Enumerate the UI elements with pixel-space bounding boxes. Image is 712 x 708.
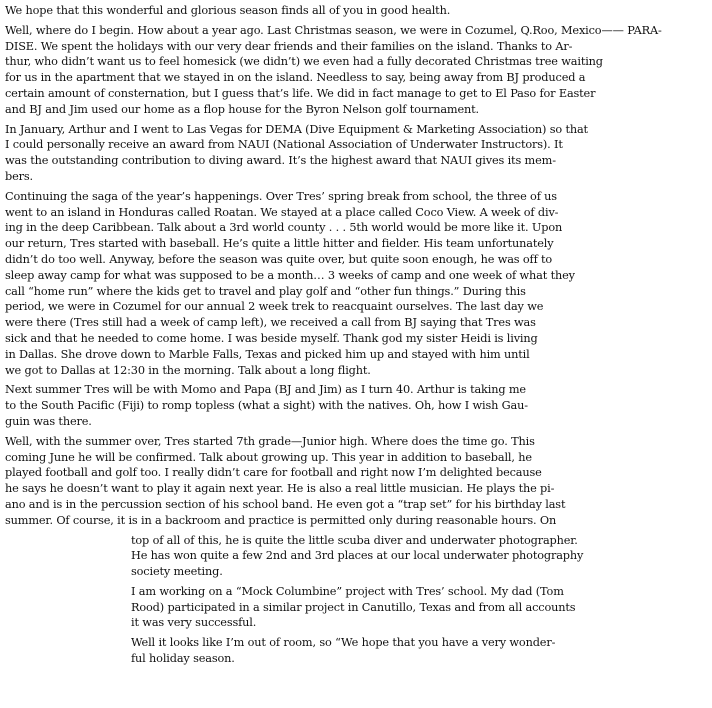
letter-paragraph [5,3,705,19]
paragraph-line: in Dallas. She drove down to Marble Falls, Texas and picked him up and stayed with him until [5,347,530,361]
paragraph-line: he says he doesn’t want to play it again next year. He is also a real little musician. He plays the pi- [5,482,555,496]
paragraph-line: I could personally receive an award from NAUI (National Association of Underwater Instructors). It [5,138,563,152]
paragraph-line: was the outstanding contribution to diving award. It’s the highest award that NAUI gives its mem- [5,154,556,168]
paragraph-line: call “home run” where the kids get to travel and play golf and “other fun things.” During this [5,284,526,298]
paragraph-line: society meeting. [131,565,223,579]
paragraph-line: ano and is in the percussion section of his school band. He even got a “trap set” for his birthday last [5,497,566,511]
paragraph-line: period, we were in Cozumel for our annual 2 week trek to reacquaint ourselves. The last day we [5,300,544,314]
letter-paragraph [5,434,705,529]
paragraph-line: Rood) participated in a similar project in Canutillo, Texas and from all accounts [131,600,576,614]
paragraph-line: We hope that this wonderful and glorious season finds all of you in good health. [5,4,451,17]
paragraph-line: for us in the apartment that we stayed in on the island. Needless to say, being away from BJ produced a [5,71,586,85]
letter-paragraph [5,584,705,631]
paragraph-line: and BJ and Jim used our home as a flop house for the Byron Nelson golf tournament. [5,102,479,116]
letter-paragraph [5,635,705,667]
paragraph-line: certain amount of consternation, but I guess that’s life. We did in fact manage to get to El Paso for Easter [5,86,596,100]
paragraph-line: DISE. We spent the holidays with our very dear friends and their families on the island. Thanks to Ar- [5,39,573,53]
paragraph-line: were there (Tres still had a week of camp left), we received a call from BJ saying that Tres was [5,316,536,330]
paragraph-line: He has won quite a few 2nd and 3rd places at our local underwater photography [131,549,584,563]
letter-paragraph [5,189,705,379]
letter-paragraph [5,382,705,429]
paragraph-line: Well, with the summer over, Tres started 7th grade—Junior high. Where does the time go. This [5,434,535,448]
paragraph-line: thur, who didn’t want us to feel homesick (we didn’t) we even had a fully decorated Christmas tree waiting [5,55,603,69]
paragraph-line: it was very successful. [131,616,257,630]
paragraph-line: ful holiday season. [131,652,235,666]
letter-paragraph [5,533,705,580]
paragraph-line: went to an island in Honduras called Roatan. We stayed at a place called Coco View. A week of div- [5,205,559,219]
paragraph-line: Continuing the saga of the year’s happenings. Over Tres’ spring break from school, the three of us [5,189,557,203]
paragraph-line: I am working on a “Mock Columbine” project with Tres’ school. My dad (Tom [131,584,564,598]
paragraph-line: Well, where do I begin. How about a year ago. Last Christmas season, we were in Cozumel, Q.Roo, Mexico—— PARA- [5,23,662,37]
letter-paragraph [5,23,705,118]
paragraph-line: ing in the deep Caribbean. Talk about a 3rd world county . . . 5th world would be more like it. Upon [5,221,563,235]
letter-body [5,3,705,671]
paragraph-line: coming June he will be confirmed. Talk about growing up. This year in addition to baseball, he [5,450,532,464]
paragraph-line: guin was there. [5,414,92,428]
paragraph-line: sleep away camp for what was supposed to be a month… 3 weeks of camp and one week of what they [5,268,575,282]
paragraph-line: Next summer Tres will be with Momo and Papa (BJ and Jim) as I turn 40. Arthur is taking me [5,383,526,397]
paragraph-line: played football and golf too. I really didn’t care for football and right now I’m delighted because [5,466,542,480]
paragraph-line: we got to Dallas at 12:30 in the morning. Talk about a long flight. [5,363,371,377]
paragraph-line: bers. [5,169,33,183]
paragraph-line: In January, Arthur and I went to Las Vegas for DEMA (Dive Equipment & Marketing Association) so that [5,122,588,136]
paragraph-line: top of all of this, he is quite the little scuba diver and underwater photographer. [131,533,578,547]
paragraph-line: to the South Pacific (Fiji) to romp topless (what a sight) with the natives. Oh, how I wish Gau- [5,399,528,413]
paragraph-line: our return, Tres started with baseball. He’s quite a little hitter and fielder. His team unfortunately [5,237,554,251]
paragraph-line: sick and that he needed to come home. I was beside myself. Thank god my sister Heidi is living [5,331,538,345]
letter-paragraph [5,122,705,185]
paragraph-line: summer. Of course, it is in a backroom and practice is permitted only during reasonable hours. On [5,513,557,527]
paragraph-line: Well it looks like I’m out of room, so “We hope that you have a very wonder- [131,636,556,650]
paragraph-line: didn’t do too well. Anyway, before the season was quite over, but quite soon enough, he was off to [5,252,553,266]
